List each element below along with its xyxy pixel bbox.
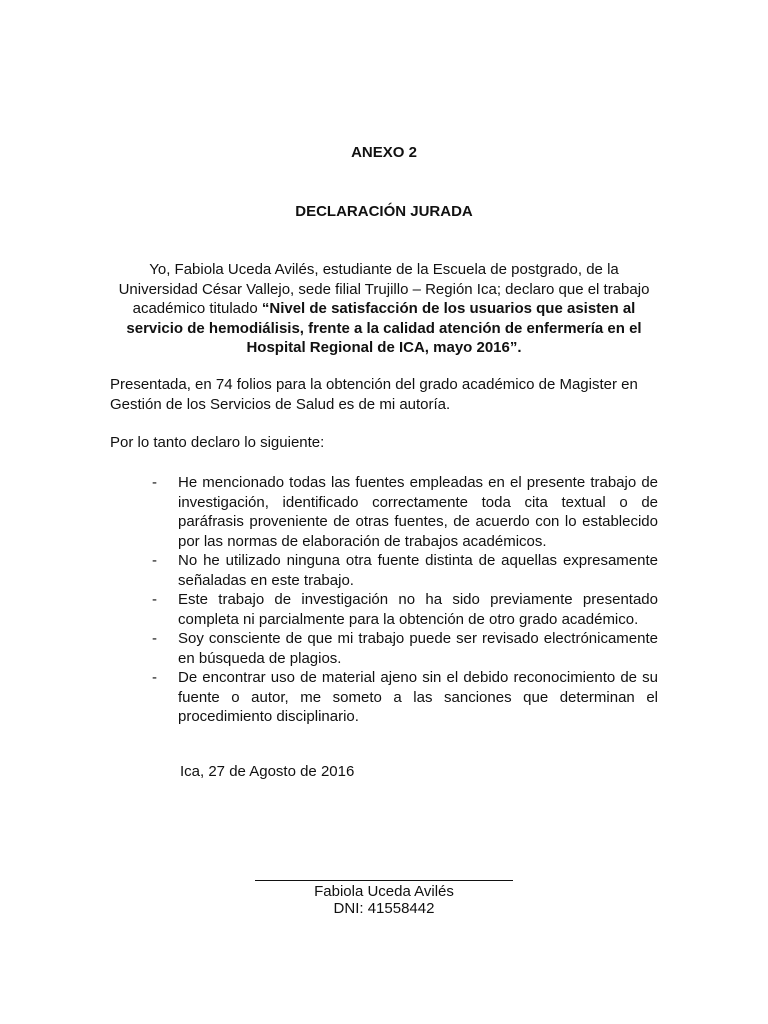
- bullet-dash: -: [152, 630, 157, 647]
- signature-line: [255, 880, 513, 881]
- thesis-title: “Nivel de satisfacción de los usuarios que asisten al servicio de hemodiálisis, frente a la calidad atención de enfermería en el Hospital Regional de ICA, mayo 2016”.: [126, 300, 642, 356]
- list-item: [152, 551, 658, 590]
- list-item: [152, 629, 658, 668]
- signer-name: Fabiola Uceda Avilés: [314, 883, 454, 900]
- list-item: [152, 473, 658, 551]
- therefore-paragraph: Por lo tanto declaro lo siguiente:: [110, 434, 325, 451]
- statement-text: He mencionado todas las fuentes empleadas en el presente trabajo de investigación, identificado correctamente toda cita textual o de paráfrasis proveniente de otras fuentes, de acuerdo con lo establecido por las normas de elaboración de trabajos académicos.: [178, 474, 658, 550]
- declaration-title: DECLARACIÓN JURADA: [295, 203, 473, 220]
- statement-text: No he utilizado ninguna otra fuente distinta de aquellas expresamente señaladas en este trabajo.: [178, 552, 658, 589]
- bullet-dash: -: [152, 669, 157, 686]
- signature-block: [254, 880, 514, 917]
- signer-id: DNI: 41558442: [333, 900, 435, 917]
- place-date: Ica, 27 de Agosto de 2016: [180, 763, 355, 780]
- statements-list: [152, 473, 658, 727]
- bullet-dash: -: [152, 474, 157, 491]
- annex-title: ANEXO 2: [351, 144, 417, 161]
- presented-paragraph: Presentada, en 74 folios para la obtención del grado académico de Magister en Gestión de los Servicios de Salud es de mi autoría.: [110, 376, 638, 413]
- intro-paragraph: [110, 260, 658, 358]
- list-item: [152, 668, 658, 727]
- bullet-dash: -: [152, 591, 157, 608]
- statement-text: Soy consciente de que mi trabajo puede ser revisado electrónicamente en búsqueda de plagios.: [178, 630, 658, 667]
- bullet-dash: -: [152, 552, 157, 569]
- statement-text: Este trabajo de investigación no ha sido previamente presentado completa ni parcialmente para la obtención de otro grado académico.: [178, 591, 658, 628]
- intro-lead: Yo, Fabiola Uceda Avilés, estudiante de la Escuela de postgrado, de la Universidad César Vallejo, sede filial Trujillo – Región Ica; declaro que el trabajo académico titulado: [118, 261, 650, 317]
- list-item: [152, 590, 658, 629]
- statement-text: De encontrar uso de material ajeno sin el debido reconocimiento de su fuente o autor, me someto a las sanciones que determinan el procedimiento disciplinario.: [178, 669, 658, 725]
